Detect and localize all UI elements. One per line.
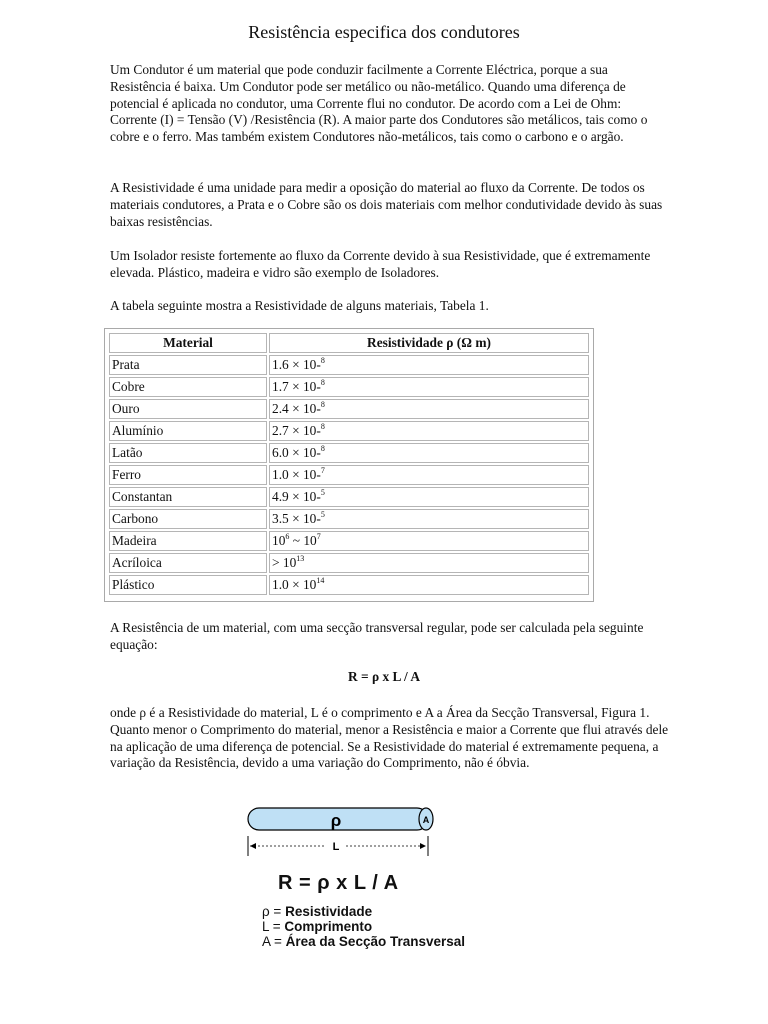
resistivity-cell: 1.0 × 10-$^7$ bbox=[269, 465, 589, 485]
material-cell: Ferro bbox=[109, 465, 267, 485]
material-cell: Alumínio bbox=[109, 421, 267, 441]
table-header-row bbox=[109, 333, 589, 353]
legend-item-length bbox=[262, 919, 372, 934]
resistivity-cell: 1.6 × 10-$^8$ bbox=[269, 355, 589, 375]
paragraph-table-intro: A tabela seguinte mostra a Resistividade de alguns materiais, Tabela 1. bbox=[110, 298, 489, 313]
table-row bbox=[109, 487, 589, 507]
resistivity-cell: 4.9 × 10-$^5$ bbox=[269, 487, 589, 507]
paragraph-resistivity: A Resistividade é uma unidade para medir a oposição do material ao fluxo da Corrente. De todos os materiais condutores, a Prata e o Cobre são os dois materiais com melhor condutividade devido às suas baixas resistências. bbox=[110, 180, 663, 229]
legend-label: Comprimento bbox=[284, 919, 373, 934]
material-cell: Prata bbox=[109, 355, 267, 375]
resistivity-cell: 2.4 × 10-$^8$ bbox=[269, 399, 589, 419]
legend-label: Área da Secção Transversal bbox=[285, 934, 466, 949]
material-cell: Ouro bbox=[109, 399, 267, 419]
legend-symbol: ρ = bbox=[262, 904, 286, 919]
resistivity-cell: 1.7 × 10-$^8$ bbox=[269, 377, 589, 397]
material-cell: Plástico bbox=[109, 575, 267, 595]
conductor-figure bbox=[240, 800, 540, 870]
material-cell: Constantan bbox=[109, 487, 267, 507]
resistivity-cell: 3.5 × 10-$^5$ bbox=[269, 509, 589, 529]
rho-label: ρ bbox=[330, 811, 342, 830]
paragraph-conductor: Um Condutor é um material que pode conduzir facilmente a Corrente Eléctrica, porque a sua Resistência é baixa. Um Condutor pode ser metálico ou não-metálico. Quando uma diferença de potencial é aplicada no condutor, uma Corrente flui no condutor. De acordo com a Lei de Ohm: Corrente (I) = Tensão (V) /Resistência (R). A maior parte dos Condutores são metálicos, tais como o cobre e o ferro. Mas também existem Condutores não-metálicos, tais como o carbono e o argão. bbox=[110, 62, 648, 145]
legend-symbol: L = bbox=[262, 919, 285, 934]
material-cell: Latão bbox=[109, 443, 267, 463]
resistivity-cell: > $10^{13}$ bbox=[269, 553, 589, 573]
figure-equation: R = ρ x L / A bbox=[278, 872, 399, 894]
table-row bbox=[109, 443, 589, 463]
length-label: L bbox=[332, 841, 340, 853]
resistivity-cell: $10^6$ ~ $10^7$ bbox=[269, 531, 589, 551]
table-row bbox=[109, 553, 589, 573]
table-row bbox=[109, 531, 589, 551]
legend-item-area bbox=[262, 934, 465, 949]
legend-symbol: A = bbox=[262, 934, 286, 949]
cylinder-diagram bbox=[248, 808, 433, 856]
resistivity-table bbox=[104, 328, 594, 602]
paragraph-explanation: onde ρ é a Resistividade do material, L é o comprimento e A a Área da Secção Transversal, Figura 1. Quanto menor o Comprimento do material, menor a Resistência e maior a Corrente que flui através dele na aplicação de uma diferença de potencial. Se a Resistividade do material é extremamente pequena, a variação da Resistência, devido a uma variação do Comprimento, não é óbvia. bbox=[110, 705, 669, 771]
table-row bbox=[109, 509, 589, 529]
table-row bbox=[109, 377, 589, 397]
material-cell: Cobre bbox=[109, 377, 267, 397]
legend-label: Resistividade bbox=[285, 904, 373, 919]
paragraph-equation-intro: A Resistência de um material, com uma secção transversal regular, pode ser calculada pela seguinte equação: bbox=[110, 620, 644, 652]
header-material: Material bbox=[109, 333, 267, 353]
table-row bbox=[109, 399, 589, 419]
material-cell: Acríloica bbox=[109, 553, 267, 573]
material-cell: Madeira bbox=[109, 531, 267, 551]
resistivity-cell: 6.0 × 10-$^8$ bbox=[269, 443, 589, 463]
table-row bbox=[109, 355, 589, 375]
table-row bbox=[109, 421, 589, 441]
resistivity-cell: $1.0 \times 10^{14}$ bbox=[269, 575, 589, 595]
table-row bbox=[109, 465, 589, 485]
resistivity-cell: 2.7 × 10-$^8$ bbox=[269, 421, 589, 441]
legend-item-rho bbox=[262, 904, 372, 919]
header-resistivity: Resistividade ρ (Ω m) bbox=[269, 333, 589, 353]
arrow-left-icon bbox=[250, 843, 256, 849]
resistance-equation: R = ρ x L / A bbox=[347, 669, 421, 684]
table-row bbox=[109, 575, 589, 595]
arrow-right-icon bbox=[420, 843, 426, 849]
material-cell: Carbono bbox=[109, 509, 267, 529]
page-title: Resistência especifica dos condutores bbox=[248, 22, 520, 42]
area-label: A bbox=[422, 815, 430, 825]
paragraph-insulator: Um Isolador resiste fortemente ao fluxo da Corrente devido à sua Resistividade, que é extremamente elevada. Plástico, madeira e vidro são exemplo de Isoladores. bbox=[110, 248, 651, 280]
